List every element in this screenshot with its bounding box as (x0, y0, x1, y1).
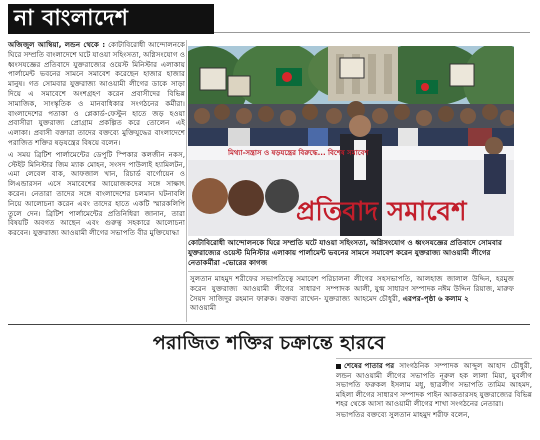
article-column-2-text: লীগের সহসভাপতি, আলহাজ জালাল উদ্দিন, হরমুজ আলী, যুগ্ম সাধারণ সম্পাদক নঈম উদ্দিন রিয়াজ, মারুফ আহমেদ চৌধুরী, (354, 274, 514, 303)
section-rule (8, 324, 530, 325)
continuation-rule (336, 358, 532, 359)
continued-article (336, 361, 532, 421)
left-article-para-1-text: কোটাবিরোধী আন্দোলনকে ঘিরে সম্প্রতি বাংলাদেশে ঘটে যাওয়া সহিংসতা, অগ্নিসংযোগ ও ধ্বংসযজ্ঞের প্রতিবাদে যুক্তরাজ্যের ওয়েস্ট মিনিস্টার এলাকায় পার্লামেন্ট ভবনের সামনে সমাবেশ করেছেন হাজার হাজার মানুষ। গত সোমবার যুক্তরাজ্য আওয়ামী লীগের ডাকে সাড়া দিয়ে এ সমাবেশে অংশগ্রহণ করেন প্রবাসীদের বিভিন্ন সামাজিক, সাংস্কৃতিক ও মানবাধিকার সংগঠনের কর্মীরা। বাংলাদেশের পতাকা ও প্লেকার্ড-ফেস্টুন হাতে জড় হওয়া প্রবাসীরা যুক্তরাজ্য প্রোগ্রাম প্রকল্পিত করে তোলেন এই এলাকা। প্রবাসী বক্তারা তাদের বক্তব্যে মুক্তিযুদ্ধের বাংলাদেশে পরাজিত শক্তির ষড়যন্ত্রের বিষয়ে বলেন। (8, 40, 185, 147)
masthead-rule (214, 32, 530, 33)
banner-small-text: মিথ্যা-সন্ত্রাস ও ষড়যন্ত্রের বিরুদ্ধে... বিশেষ সমাবেশ (228, 149, 369, 157)
jump-line: এরপর-পৃষ্ঠা ৬ কলাম ২ (402, 293, 469, 303)
masthead: না বাংলাদেশ (8, 4, 214, 34)
caption-credit: -ভোরের কাগজ (222, 257, 268, 267)
rally-photo (188, 46, 514, 236)
continued-para-2: সভাপতির বক্তব্যে সুলতান মাহমুদ শরীফ বলেন, (336, 409, 470, 419)
caption-text: কোটাবিরোধী আন্দোলনকে ঘিরে সম্প্রতি ঘটে যাওয়া সহিংসতা, অগ্নিসংযোগ ও ধ্বংসযজ্ঞের প্রতিবাদে সোমবার যুক্তরাজ্যের ওয়েস্ট মিনিস্টার এলাকায় পার্লামেন্ট ভবনের সামনে সমাবেশ করেন যুক্তরাজ্য আওয়ামী লীগের নেতাকর্মীরা (188, 238, 502, 267)
article-column-2 (354, 274, 514, 303)
left-article (8, 40, 185, 240)
continued-para-1-text: সাংগঠনিক সম্পাদক আব্দুল আহাদ চৌধুরী, লন্ডন আওয়ামী লীগের সভাপতি নূরুল হক লালা মিয়া, যুবলীগ সভাপতি ফরুকল ইসলাম মধু, ছাত্রলীগ সভাপতি তামিম আহমদ, মহিলা লীগের সাধারণ সম্পাদক পাইন আকতারসহ যুক্তরাজ্যের বিভিন্ন শহর থেকে আসা আওয়ামী লীগের শাখা সংগঠনের নেতারা। (336, 361, 532, 409)
left-article-para-2: এ সময় ব্রিটিশ পার্লামেন্টের ডেপুটি স্পিকার কলজীন নকস, স্টেইট মিনিস্টার জিম ম্যাক মোহন, সংসদ পাউলাই হ্যামিলটন, এমা লেবেল বাক, আফজাল খান, রিচার্ড বার্গোয়েন ও লিএন্ডারসন এসে সমাবেশের আয়োজকদের সঙ্গে সাক্ষাৎ করেন। নেতারা তাদের সঙ্গে বাংলাদেশের চলমান ঘটনাবলি নিয়ে আলোচনা করেন এবং তাদের হাতে একটি স্মারকলিপি তুলে দেন। ব্রিটিশ পার্লামেন্টের প্রতিনিধিরা জানান, তারা বিষয়টি অবগত আছেন এবং গুরুত্ব সহকারে আলোচনা করবেন। যুক্তরাজ্য আওয়ামী লীগের সভাপতি বীর মুক্তিযোদ্ধা (8, 149, 185, 238)
continued-para-1 (336, 361, 532, 409)
column-divider (186, 40, 187, 322)
caption-rule (188, 271, 514, 272)
continued-label: শেষের পাতার পর (336, 361, 394, 371)
article-column-1: সুলতান মাহমুদ শরীফের সভাপতিত্বে সমাবেশ পরিচালনা করেন যুক্তরাজ্য আওয়ামী লীগের সাধারণ সম্পাদক সৈয়দ সাজিদুর রহমান ফারুক। বক্তব্য রাখেন- যুক্তরাজ্য আওয়ামী (190, 274, 350, 313)
left-article-para-1 (8, 40, 185, 148)
photo-caption (188, 238, 514, 267)
banner-large-text: প্রতিবাদ সমাবেশ (296, 197, 467, 227)
byline: অজিজুল আম্বিয়া, লন্ডন থেকে : (8, 40, 106, 49)
continuation-headline: পরাজিত শক্তির চক্রান্তে হারবে (152, 332, 386, 354)
